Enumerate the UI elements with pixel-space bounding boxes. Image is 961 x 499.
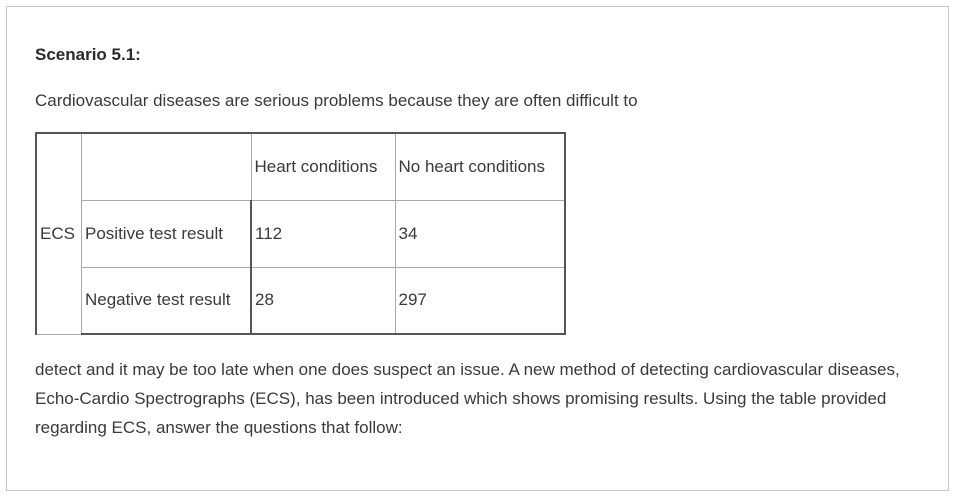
cell-negative-heart: 28 <box>251 267 395 334</box>
scenario-heading: Scenario 5.1: <box>35 45 141 64</box>
column-header-no-heart-conditions: No heart conditions <box>395 133 565 200</box>
scenario-intro: Cardiovascular diseases are serious problems because they are often difficult to <box>35 91 638 110</box>
row-label-negative: Negative test result <box>82 267 252 334</box>
table-header-row <box>36 133 565 200</box>
table-row <box>36 267 565 334</box>
ecs-table <box>35 132 566 335</box>
row-label-positive: Positive test result <box>82 200 252 267</box>
cell-positive-no-heart: 34 <box>395 200 565 267</box>
table-row <box>36 200 565 267</box>
corner-cell <box>82 133 252 200</box>
scenario-body: detect and it may be too late when one does suspect an issue. A new method of detecting cardiovascular diseases, Echo-Cardio Spectrographs (ECS), has been introduced which shows promising results. Using the table provided regarding ECS, answer the questions that follow: <box>35 360 900 437</box>
content-frame <box>6 6 949 491</box>
cell-positive-heart: 112 <box>251 200 395 267</box>
row-group-label: ECS <box>36 133 82 334</box>
cell-negative-no-heart: 297 <box>395 267 565 334</box>
column-header-heart-conditions: Heart conditions <box>251 133 395 200</box>
